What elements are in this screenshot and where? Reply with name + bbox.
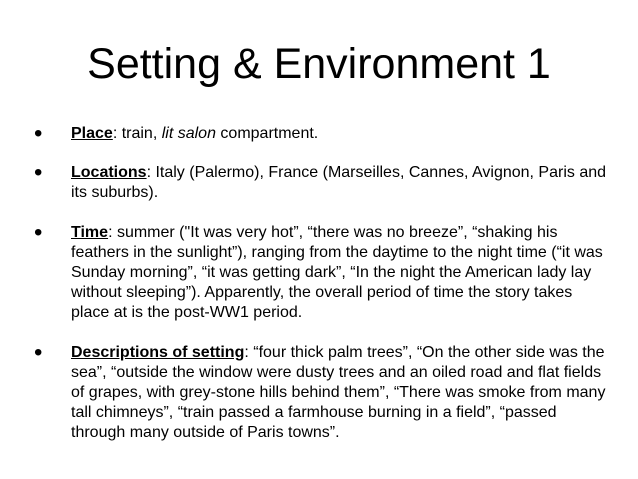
- bullet-time: [34, 219, 614, 323]
- bullet-locations: [34, 159, 614, 203]
- locations-text: Italy (Palermo), France (Marseilles, Cannes, Avignon, Paris and its suburbs).: [71, 164, 607, 201]
- term-separator: :: [108, 224, 117, 241]
- place-text-italic: lit salon: [161, 125, 216, 142]
- descriptions-text: “four thick palm trees”, “On the other side was the sea”, “outside the window were dusty trees and an oiled road and flat fields of grapes, with grey-stone hills behind them”, “There was smoke from many tall chimneys”, “train passed a farmhouse burning in a field”, “passed through many outside of Paris towns”.: [71, 344, 606, 441]
- bullet-dot-icon: •: [34, 120, 43, 147]
- bullet-descriptions: [34, 339, 614, 443]
- bullet-place: [34, 120, 614, 147]
- term-separator: :: [112, 125, 122, 142]
- term-locations: Locations: [71, 164, 147, 181]
- bullet-dot-icon: •: [34, 159, 43, 186]
- term-place: Place: [71, 125, 113, 142]
- bullet-dot-icon: •: [34, 219, 43, 246]
- slide-title: Setting & Environment 1: [87, 40, 551, 88]
- term-separator: :: [244, 344, 254, 361]
- term-time: Time: [71, 224, 109, 241]
- term-separator: :: [146, 164, 156, 181]
- term-descriptions: Descriptions of setting: [71, 344, 245, 361]
- time-text: summer ("It was very hot”, “there was no breeze”, “shaking his feathers in the sunlight”), ranging from the daytime to the night time (“it was Sunday morning”, “it was getting dark”, “In the night the American lady lay without sleeping”). Apparently, the overall period of time the story takes place at is the post-WW1 period.: [71, 224, 603, 321]
- bullet-dot-icon: •: [34, 339, 43, 366]
- place-text-before: train,: [121, 125, 162, 142]
- bullet-list: [34, 120, 614, 443]
- place-text-after: compartment.: [215, 125, 319, 142]
